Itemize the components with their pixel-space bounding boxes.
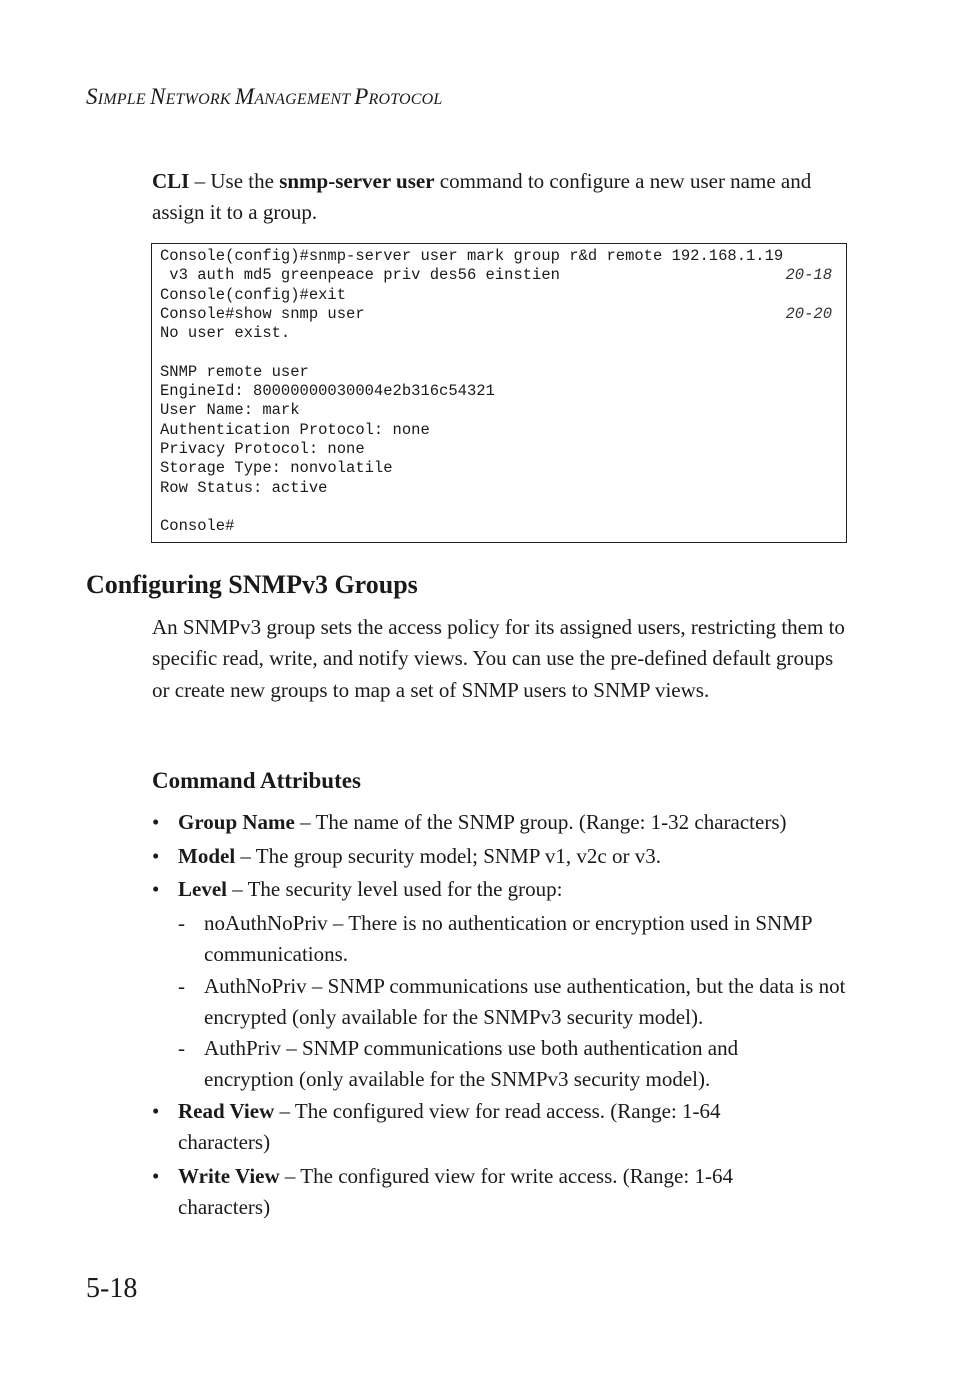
attribute-term: Level bbox=[178, 877, 227, 901]
running-head-initial: S bbox=[86, 84, 98, 109]
attribute-desc: – The configured view for read access. (Range: 1-64 characters) bbox=[178, 1099, 721, 1155]
attribute-term: Write View bbox=[178, 1164, 280, 1188]
code-line: Console(config)#snmp-server user mark group r&d remote 192.168.1.19 bbox=[160, 247, 784, 265]
attribute-model bbox=[178, 841, 858, 872]
bullet-marker: • bbox=[152, 877, 160, 901]
attribute-read-view bbox=[178, 1096, 798, 1159]
code-line: Console#show snmp user bbox=[160, 304, 365, 323]
section-title: Configuring SNMPv3 Groups bbox=[86, 570, 418, 599]
running-head-initial: N bbox=[150, 84, 166, 109]
section-intro-paragraph: An SNMPv3 group sets the access policy for its assigned users, restricting them to specific read, write, and notify views. You can use the pre-defined default groups or create new groups to map a set of SNMP users to SNMP views. bbox=[152, 615, 845, 702]
page-number: 5-18 bbox=[86, 1273, 138, 1304]
cli-text: command to configure a new user name and assign it to a group. bbox=[152, 169, 812, 224]
cli-text: – Use the bbox=[189, 169, 280, 193]
code-line: Row Status: active bbox=[160, 478, 328, 497]
code-reference: 20-20 bbox=[785, 304, 832, 323]
attribute-write-view bbox=[178, 1161, 808, 1224]
cli-label: CLI bbox=[152, 169, 190, 193]
running-head-rest: IMPLE bbox=[97, 91, 151, 108]
cli-intro-paragraph bbox=[152, 166, 852, 228]
code-line: EngineId: 80000000030004e2b316c54321 bbox=[160, 382, 495, 401]
code-line: Storage Type: nonvolatile bbox=[160, 459, 393, 478]
running-head bbox=[86, 84, 443, 110]
code-line: SNMP remote user bbox=[160, 362, 309, 381]
code-reference: 20-18 bbox=[785, 266, 832, 285]
running-head-rest: ETWORK bbox=[165, 91, 235, 108]
bullet-marker: • bbox=[152, 1099, 160, 1123]
attribute-term: Model bbox=[178, 844, 236, 868]
attribute-desc: – The configured view for write access. (Range: 1-64 characters) bbox=[178, 1164, 733, 1220]
code-line: Authentication Protocol: none bbox=[160, 420, 430, 439]
attribute-group-name bbox=[178, 807, 858, 838]
level-item: AuthPriv – SNMP communications use both authentication and encryption (only available for the SNMPv3 security model). bbox=[204, 1036, 739, 1092]
attribute-desc: – The name of the SNMP group. (Range: 1-32 characters) bbox=[294, 810, 787, 834]
bullet-marker: • bbox=[152, 1164, 160, 1188]
cli-command: snmp-server user bbox=[279, 169, 435, 193]
code-line: v3 auth md5 greenpeace priv des56 einstien bbox=[160, 266, 560, 285]
dash-marker: - bbox=[178, 1036, 185, 1060]
attribute-desc: – The security level used for the group: bbox=[226, 877, 563, 901]
attribute-term: Group Name bbox=[178, 810, 295, 834]
level-item: noAuthNoPriv – There is no authentication or encryption used in SNMP communications. bbox=[204, 911, 812, 967]
command-attributes-title: Command Attributes bbox=[152, 768, 361, 793]
attribute-level bbox=[178, 874, 858, 905]
code-line: Console(config)#exit bbox=[160, 285, 347, 304]
attribute-desc: – The group security model; SNMP v1, v2c or v3. bbox=[235, 844, 661, 868]
code-line: No user exist. bbox=[160, 324, 291, 343]
code-line: Privacy Protocol: none bbox=[160, 440, 365, 458]
code-example-box bbox=[151, 243, 847, 543]
running-head-rest: ANAGEMENT bbox=[254, 91, 355, 108]
code-line: Console# bbox=[160, 517, 235, 536]
running-head-initial: P bbox=[354, 84, 369, 109]
running-head-initial: M bbox=[234, 84, 255, 109]
attribute-term: Read View bbox=[178, 1099, 275, 1123]
dash-marker: - bbox=[178, 974, 185, 998]
level-item: AuthNoPriv – SNMP communications use authentication, but the data is not encrypted (only available for the SNMPv3 security model). bbox=[204, 974, 846, 1030]
dash-marker: - bbox=[178, 911, 185, 935]
bullet-marker: • bbox=[152, 810, 160, 834]
bullet-marker: • bbox=[152, 844, 160, 868]
running-head-rest: ROTOCOL bbox=[368, 91, 443, 108]
code-line: User Name: mark bbox=[160, 401, 300, 420]
